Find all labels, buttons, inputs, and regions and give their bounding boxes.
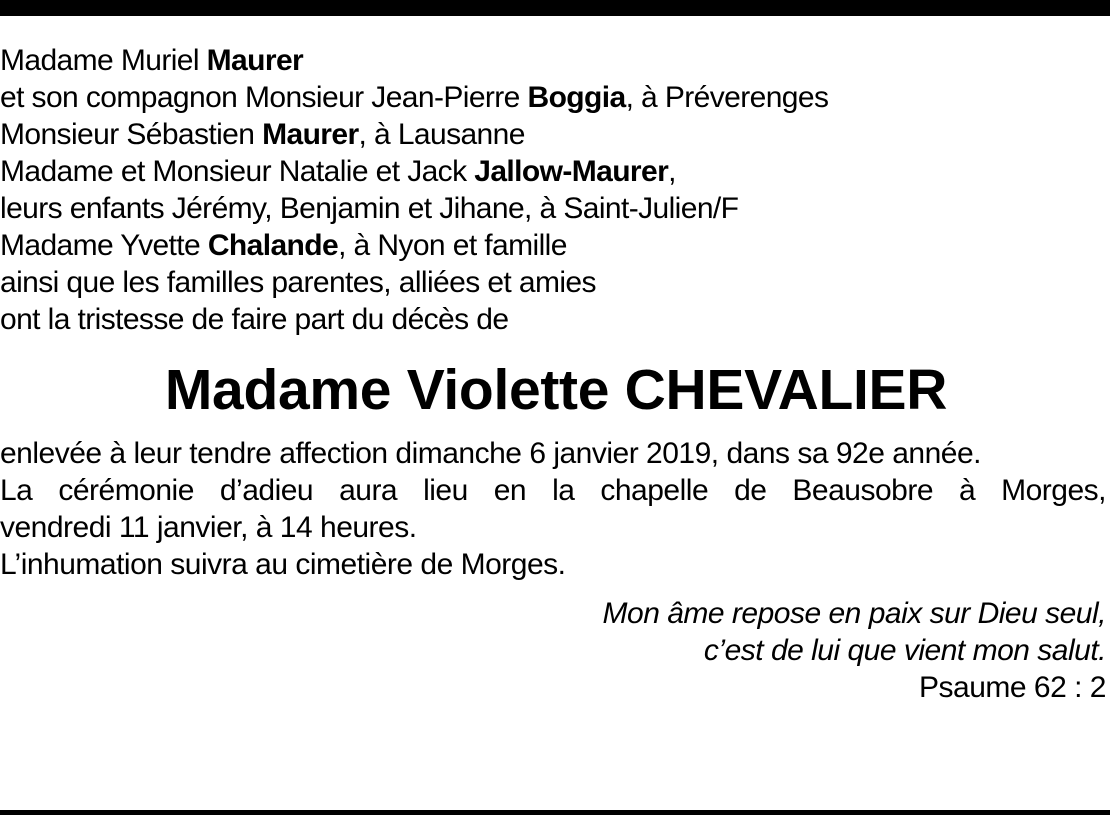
family-line: leurs enfants Jérémy, Benjamin et Jihane, à Saint-Julien/F <box>0 192 739 225</box>
ceremony-details <box>0 435 1106 583</box>
details-line: La cérémonie d’adieu aura lieu en la chapelle de Beausobre à Morges, <box>0 474 1106 507</box>
details-line: enlevée à leur tendre affection dimanche 6 janvier 2019, dans sa 92e année. <box>0 437 982 470</box>
family-line: Madame Muriel Maurer <box>0 44 304 77</box>
verse-line-2: c’est de lui que vient mon salut. <box>703 634 1106 667</box>
family-line: Madame Yvette Chalande, à Nyon et famille <box>0 229 567 262</box>
family-line: et son compagnon Monsieur Jean-Pierre Boggia, à Préverenges <box>0 81 829 114</box>
family-surname: Jallow-Maurer <box>474 155 669 188</box>
obituary-notice <box>0 42 1106 706</box>
verse-reference: Psaume 62 : 2 <box>919 671 1106 704</box>
family-surname: Chalande <box>207 229 339 262</box>
bottom-rule <box>0 810 1110 815</box>
verse-line-1: Mon âme repose en paix sur Dieu seul, <box>602 597 1106 630</box>
family-surname: Boggia <box>527 81 626 114</box>
family-line: Monsieur Sébastien Maurer, à Lausanne <box>0 118 525 151</box>
details-line: L’inhumation suivra au cimetière de Morges. <box>0 548 566 581</box>
family-surname: Maurer <box>262 118 359 151</box>
deceased-name: Madame Violette CHEVALIER <box>164 358 948 422</box>
family-surname: Maurer <box>206 44 304 77</box>
details-line: vendredi 11 janvier, à 14 heures. <box>0 511 417 544</box>
family-line: ainsi que les familles parentes, alliées et amies <box>0 266 596 299</box>
family-line: ont la tristesse de faire part du décès de <box>0 303 509 336</box>
bible-verse <box>0 595 1106 706</box>
family-list <box>0 42 1106 338</box>
top-rule <box>0 0 1110 16</box>
family-line: Madame et Monsieur Natalie et Jack Jallow-Maurer, <box>0 155 676 188</box>
